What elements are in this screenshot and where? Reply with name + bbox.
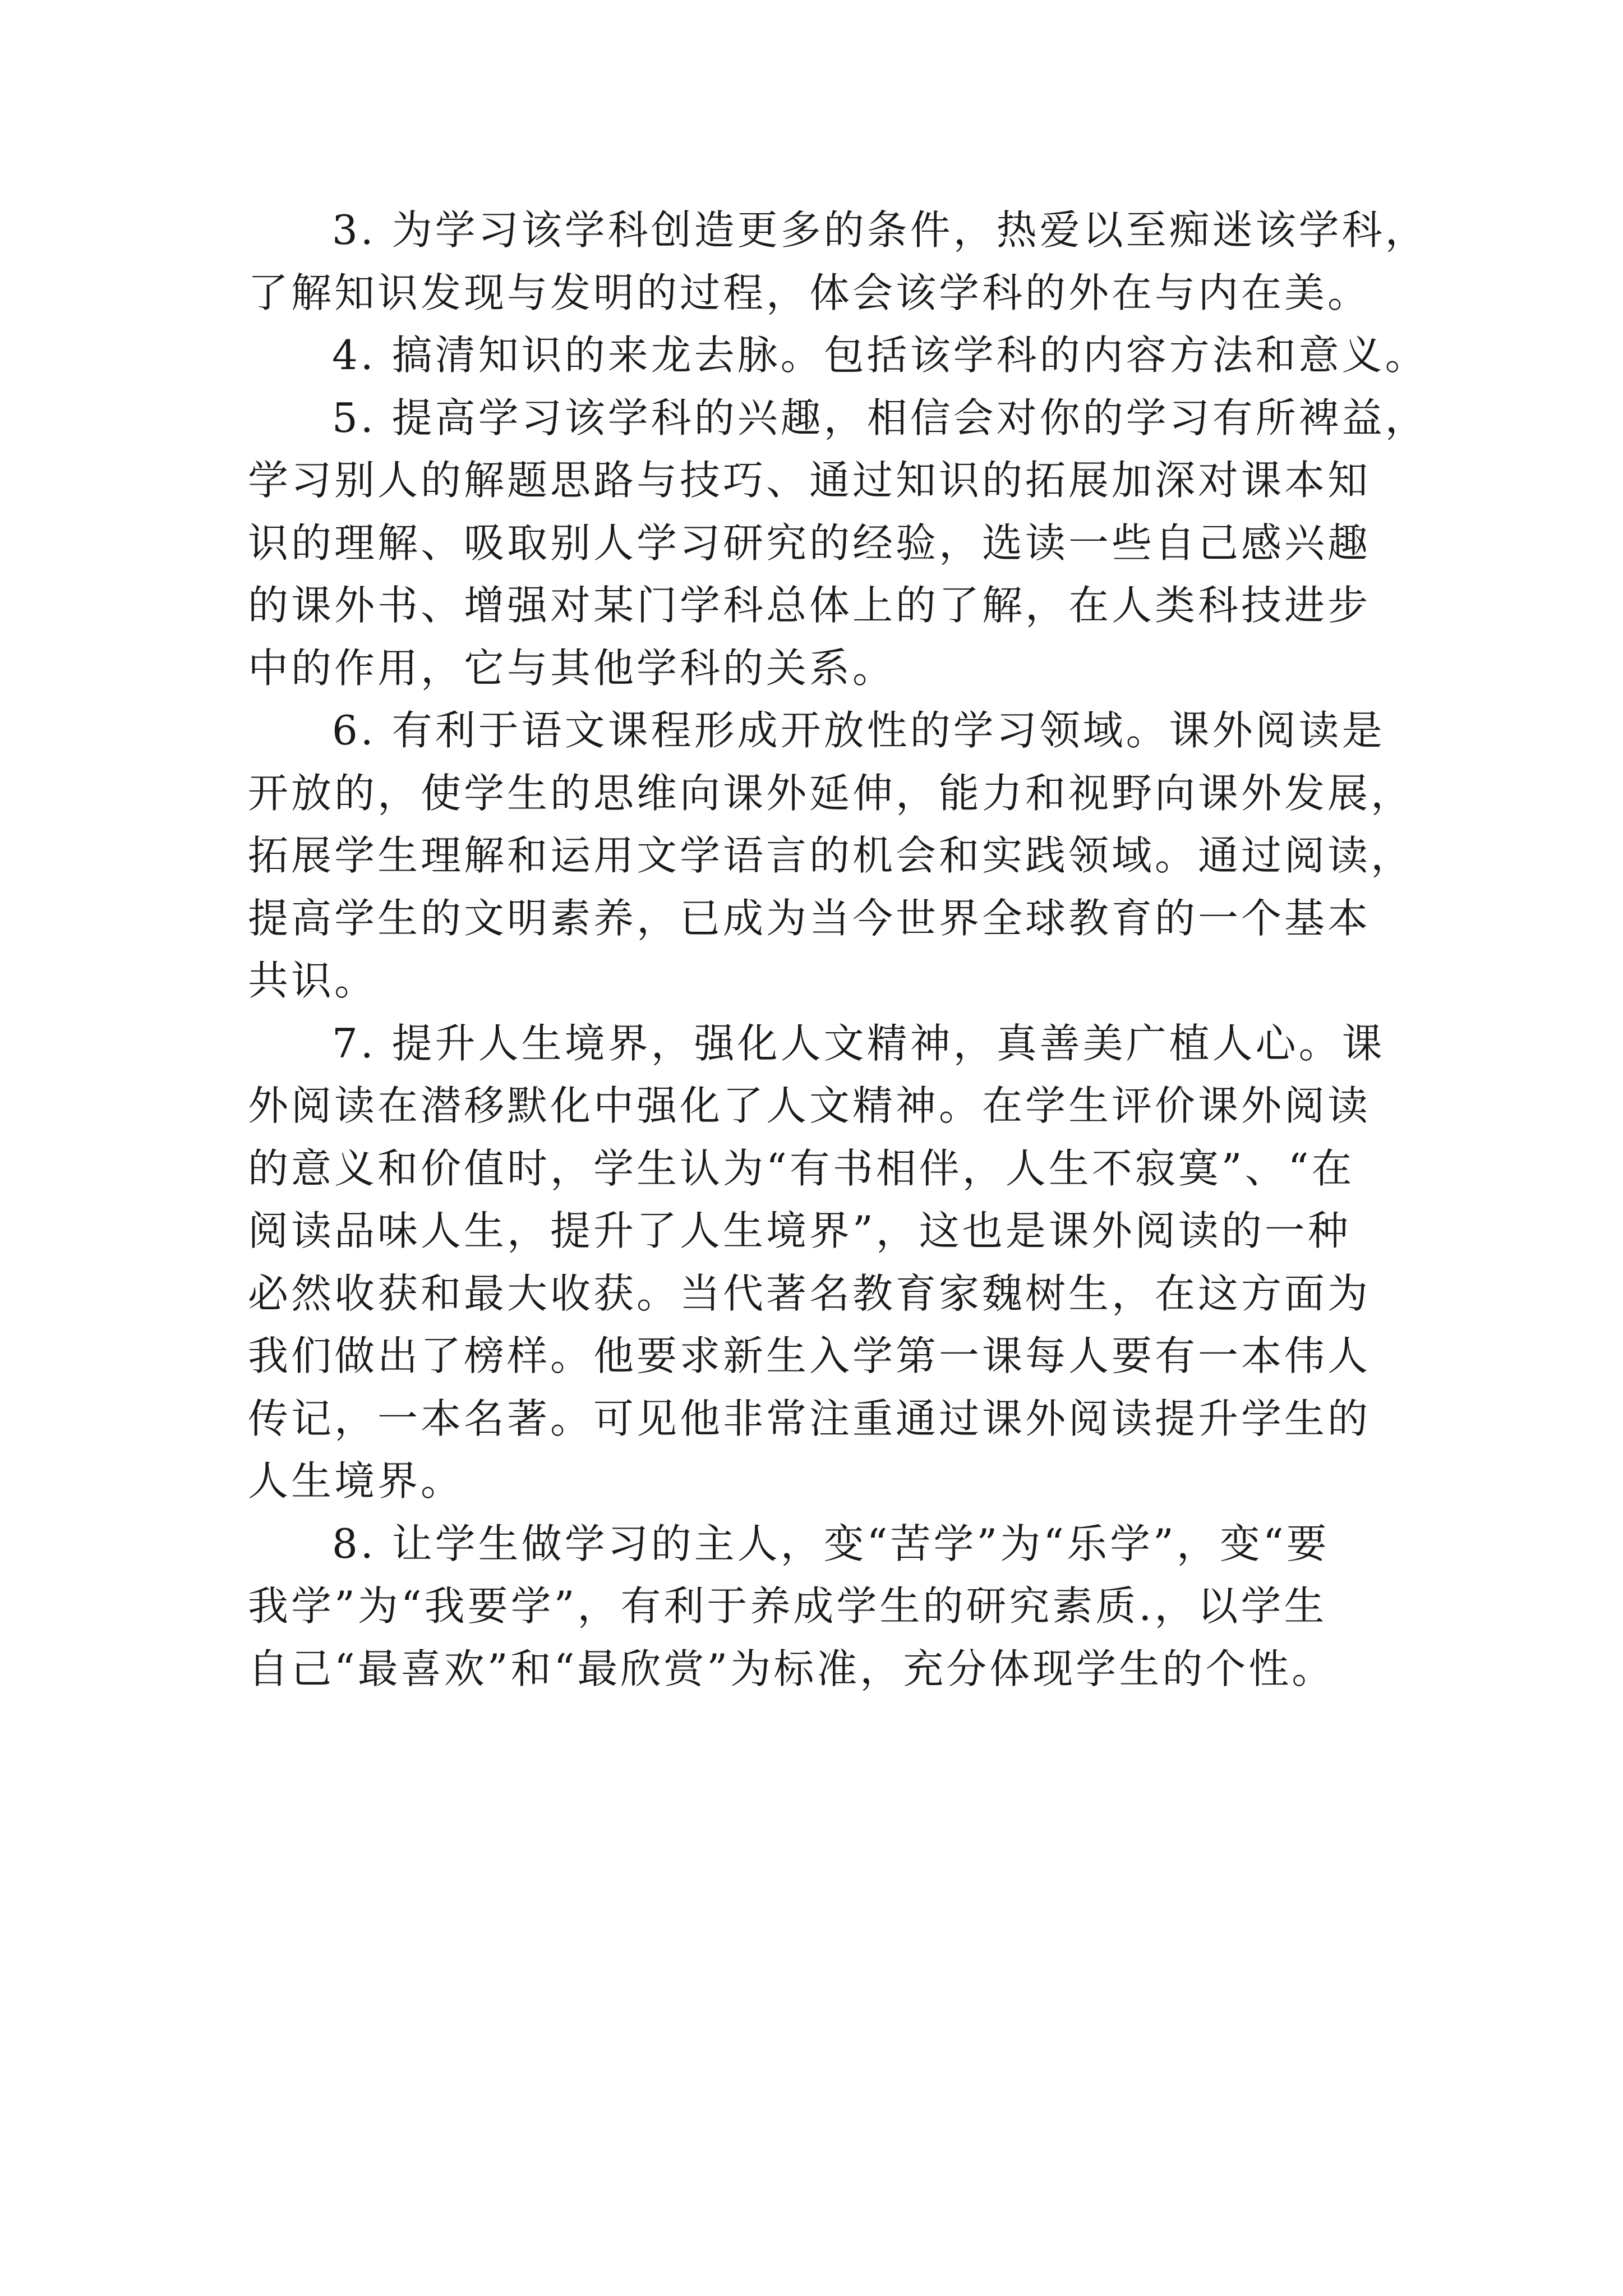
- text-line: 8. 让学生做学习的主人，变“苦学”为“乐学”，变“要: [332, 1520, 1330, 1567]
- text-line: 必然收获和最大收获。当代著名教育家魏树生，在这方面为: [248, 1269, 1371, 1317]
- text-line: 5. 提高学习该学科的兴趣，相信会对你的学习有所裨益，: [332, 394, 1428, 441]
- text-line: 了解知识发现与发明的过程，体会该学科的外在与内在美。: [248, 269, 1371, 316]
- paragraph-6: [248, 700, 1414, 1013]
- text-line: 阅读品味人生，提升了人生境界”，这也是课外阅读的一种: [248, 1207, 1351, 1254]
- paragraph-3: [248, 199, 1428, 324]
- text-line: 3. 为学习该学科创造更多的条件，热爱以至痴迷该学科，: [332, 206, 1428, 254]
- paragraph-5: [248, 387, 1428, 700]
- text-line: 传记，一本名著。可见他非常注重通过课外阅读提升学生的: [248, 1395, 1371, 1442]
- paragraph-8: [248, 1513, 1409, 1701]
- body-text: [248, 199, 1428, 1700]
- text-line: 4. 搞清知识的来龙去脉。包括该学科的内容方法和意义。: [332, 332, 1428, 379]
- text-line: 人生境界。: [248, 1457, 464, 1504]
- text-line: 我们做出了榜样。他要求新生入学第一课每人要有一本伟人: [248, 1332, 1371, 1379]
- text-line: 6. 有利于语文课程形成开放性的学习领域。课外阅读是: [332, 707, 1385, 754]
- text-line: 的意义和价值时，学生认为“有书相伴，人生不寂寞”、“在: [248, 1144, 1355, 1192]
- paragraph-4: [248, 324, 1428, 387]
- text-line: 我学”为“我要学”，有利于养成学生的研究素质.，以学生: [248, 1582, 1327, 1630]
- paragraph-7: [248, 1013, 1409, 1513]
- text-line: 共识。: [248, 957, 378, 1004]
- text-line: 开放的，使学生的思维向课外延伸，能力和视野向课外发展，: [248, 769, 1414, 817]
- text-line: 识的理解、吸取别人学习研究的经验，选读一些自己感兴趣: [248, 519, 1371, 567]
- text-line: 的课外书、增强对某门学科总体上的了解，在人类科技进步: [248, 582, 1371, 629]
- text-line: 自己“最喜欢”和“最欣赏”为标准，充分体现学生的个性。: [248, 1645, 1335, 1692]
- text-line: 外阅读在潜移默化中强化了人文精神。在学生评价课外阅读: [248, 1082, 1371, 1129]
- text-line: 拓展学生理解和运用文学语言的机会和实践领域。通过阅读，: [248, 832, 1414, 879]
- text-line: 7. 提升人生境界，强化人文精神，真善美广植人心。课: [332, 1019, 1385, 1067]
- text-line: 学习别人的解题思路与技巧、通过知识的拓展加深对课本知: [248, 457, 1371, 504]
- text-line: 提高学生的文明素养，已成为当今世界全球教育的一个基本: [248, 894, 1371, 942]
- text-line: 中的作用，它与其他学科的关系。: [248, 644, 896, 692]
